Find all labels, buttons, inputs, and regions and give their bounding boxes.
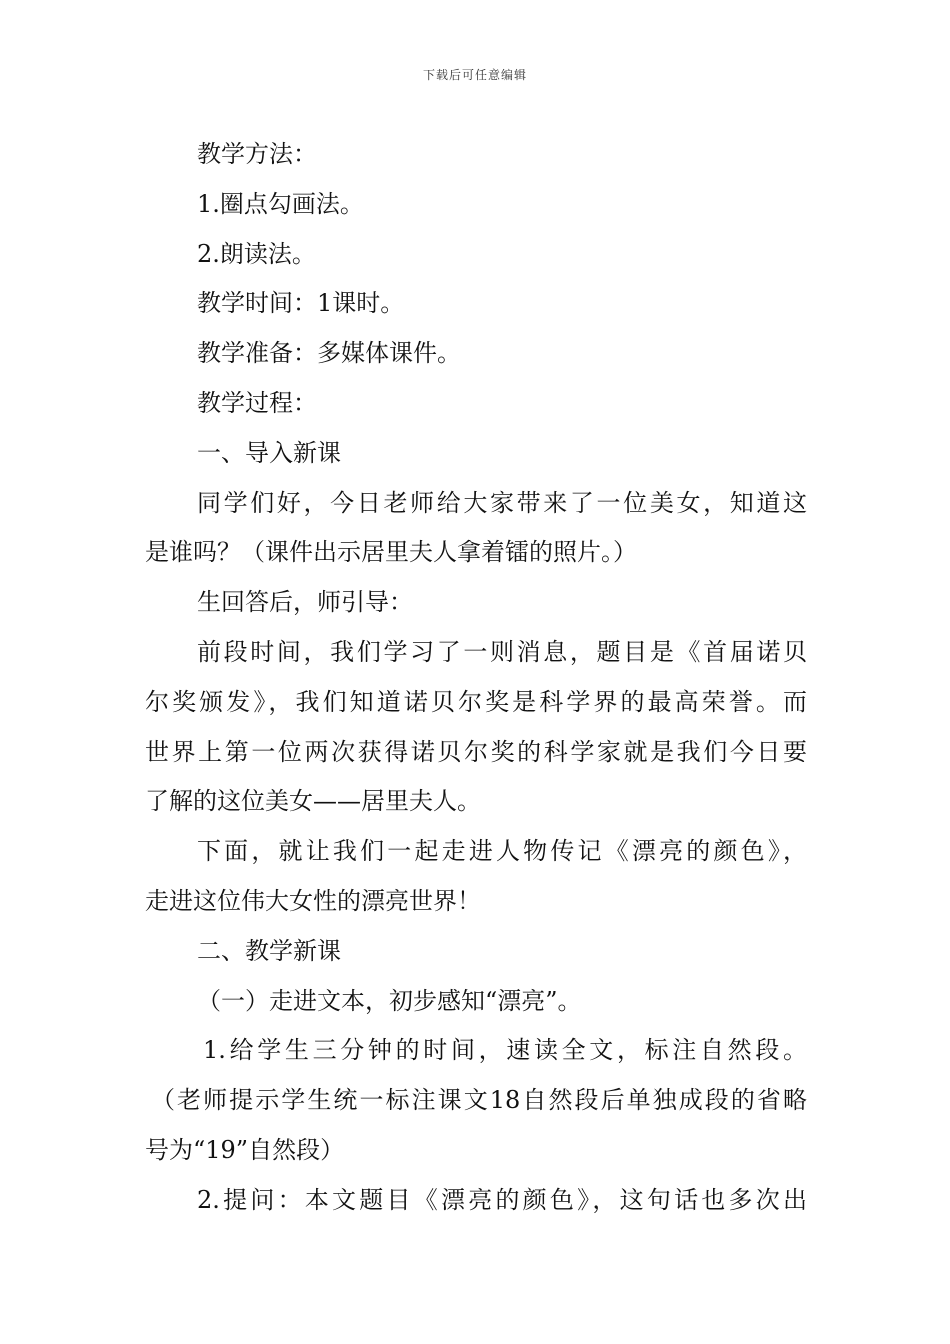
paragraph-line: 同学们好，今日老师给大家带来了一位美女，知道这 — [197, 488, 807, 517]
section-heading: 二、教学新课 — [197, 936, 341, 965]
paragraph-line: 教学过程： — [197, 388, 317, 417]
paragraph-line: 1.给学生三分钟的时间，速读全文，标注自然段。 — [203, 1036, 807, 1065]
paragraph-line: 2.提问：本文题目《漂亮的颜色》，这句话也多次出 — [197, 1185, 807, 1214]
paragraph-line: 教学时间：1课时。 — [197, 289, 405, 318]
paragraph-line: 2.朗读法。 — [197, 239, 316, 268]
paragraph-line: 了解的这位美女——居里夫人。 — [145, 787, 481, 816]
subsection-heading: （一）走进文本，初步感知“漂亮”。 — [197, 986, 582, 1015]
page-header: 下载后可任意编辑 — [422, 68, 527, 82]
paragraph-line: 世界上第一位两次获得诺贝尔奖的科学家就是我们今日要 — [145, 737, 807, 766]
paragraph-line: 走进这位伟大女性的漂亮世界！ — [145, 886, 481, 915]
paragraph-line: 教学准备：多媒体课件。 — [197, 339, 461, 368]
paragraph-line: 1.圈点勾画法。 — [197, 189, 364, 218]
document-body — [145, 130, 807, 1226]
paragraph-line: 前段时间，我们学习了一则消息，题目是《首届诺贝 — [197, 637, 807, 666]
paragraph-line: 号为“19”自然段） — [145, 1135, 345, 1164]
section-heading: 一、导入新课 — [197, 438, 341, 467]
paragraph-line: （老师提示学生统一标注课文18自然段后单独成段的省略 — [151, 1086, 807, 1115]
paragraph-line: 下面，就让我们一起走进人物传记《漂亮的颜色》， — [197, 837, 807, 866]
paragraph-line: 生回答后，师引导： — [197, 588, 413, 617]
paragraph-line: 教学方法： — [197, 140, 317, 168]
paragraph-line: 尔奖颁发》，我们知道诺贝尔奖是科学界的最高荣誉。而 — [145, 687, 807, 716]
paragraph-line: 是谁吗？（课件出示居里夫人拿着镭的照片。） — [145, 538, 637, 567]
